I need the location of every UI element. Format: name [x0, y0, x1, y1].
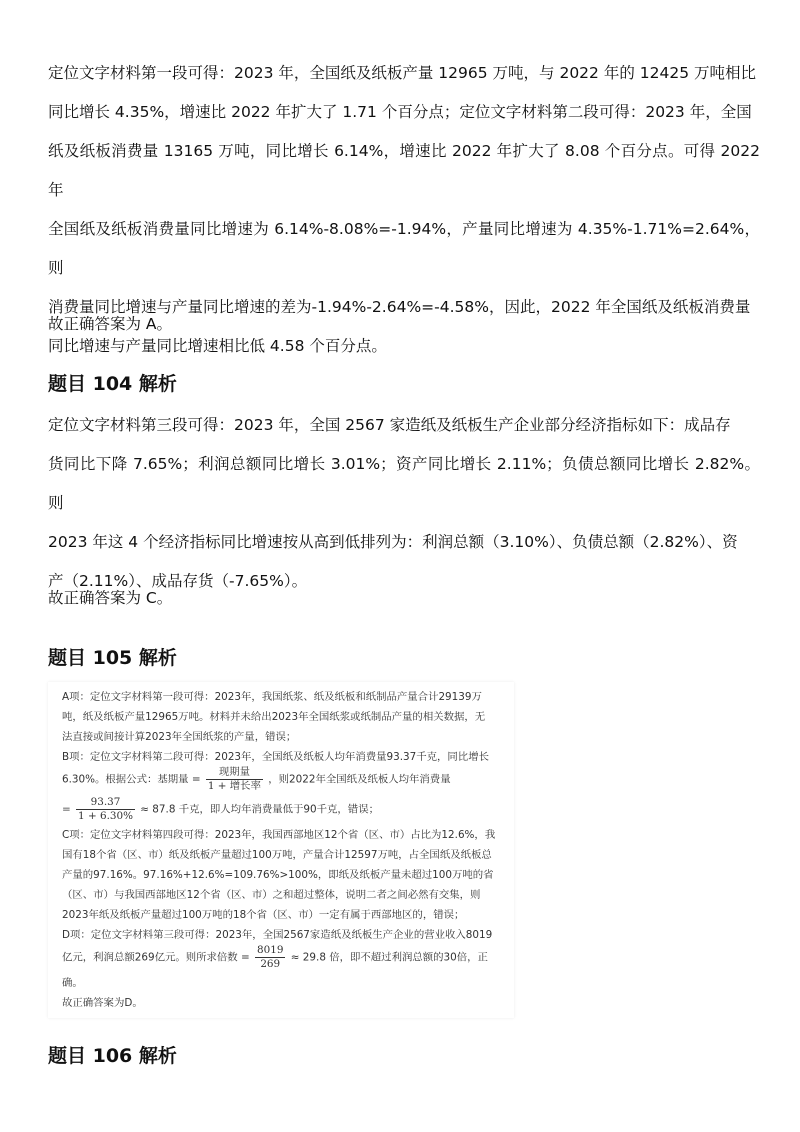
- ratio-suffix: ≈ 29.8 倍，即不超过利润总额的30倍，正: [290, 951, 488, 964]
- q104-line-3: 2023 年这 4 个经济指标同比增速按从高到低排列为：利润总额（3.10%）、负债总额（2.82%）、资: [48, 533, 738, 551]
- q104-heading: 题目 104 解析: [48, 373, 177, 395]
- q103-line-3: 纸及纸板消费量 13165 万吨，同比增长 6.14%，增速比 2022 年扩大了 8.08 个百分点。可得 2022 年: [48, 142, 760, 199]
- q103-answer: 故正确答案为 A。: [48, 315, 173, 333]
- calc-numerator: 93.37: [76, 796, 135, 810]
- ratio-prefix: 亿元，利润总额269亿元。则所求倍数 =: [62, 951, 250, 964]
- ratio-numerator: 8019: [257, 944, 284, 956]
- formula-prefix: 6.30%。根据公式：基期量 =: [62, 773, 201, 786]
- q103-line-4: 全国纸及纸板消费量同比增速为 6.14%-8.08%=-1.94%，产量同比增速为 4.35%-1.71%=2.64%，则: [48, 220, 760, 277]
- q105-option-c-line-1: C项：定位文字材料第四段可得：2023年，我国西部地区12个省（区、市）占比为12.6%，我: [62, 829, 496, 841]
- q105-option-a-line-3: 法直接或间接计算2023年全国纸浆的产量，错误；: [62, 731, 297, 743]
- q103-line-2: 同比增长 4.35%，增速比 2022 年扩大了 1.71 个百分点；定位文字材料第二段可得：2023 年，全国: [48, 103, 752, 121]
- q105-option-a-line-1: A项：定位文字材料第一段可得：2023年，我国纸浆、纸及纸板和纸制品产量合计29139万: [62, 691, 482, 703]
- equals-sign: =: [62, 803, 71, 816]
- q103-line-6: 同比增速与产量同比增速相比低 4.58 个百分点。: [48, 337, 387, 355]
- ratio-denominator: 269: [260, 958, 281, 970]
- calc-fraction: [76, 796, 135, 823]
- q105-option-c-line-4: （区、市）与我国西部地区12个省（区、市）之和超过整体，说明二者之间必然有交集，则: [62, 889, 481, 901]
- q104-line-4: 产（2.11%）、成品存货（-7.65%）。: [48, 572, 308, 590]
- q105-option-c-line-3: 产量的97.16%。97.16%+12.6%=109.76%>100%，即纸及纸板产量未超过100万吨的省: [62, 869, 494, 881]
- formula-numerator: 现期量: [206, 766, 263, 780]
- calc-result: ≈ 87.8 千克，即人均年消费量低于90千克，错误；: [140, 803, 379, 816]
- q105-option-a-line-2: 吨，纸及纸板产量12965万吨。材料并未给出2023年全国纸浆或纸制品产量的相关数据，无: [62, 711, 486, 723]
- ratio-fraction: [255, 944, 285, 971]
- q104-answer: 故正确答案为 C。: [48, 589, 173, 607]
- q105-answer: 故正确答案为D。: [62, 997, 143, 1009]
- q105-explanation-image: [48, 682, 514, 1018]
- q103-line-1: 定位文字材料第一段可得：2023 年，全国纸及纸板产量 12965 万吨，与 2022 年的 12425 万吨相比: [48, 64, 756, 82]
- q105-option-d-line-1: D项：定位文字材料第三段可得：2023年，全国2567家造纸及纸板生产企业的营业收入8019: [62, 929, 493, 941]
- q105-option-b-line-2: [62, 766, 451, 793]
- q105-option-b-line-1: B项：定位文字材料第二段可得：2023年，全国纸及纸板人均年消费量93.37千克，同比增长: [62, 751, 489, 763]
- base-period-formula: [206, 766, 263, 793]
- q103-line-5: 消费量同比增速与产量同比增速的差为-1.94%-2.64%=-4.58%，因此，2022 年全国纸及纸板消费量: [48, 298, 751, 316]
- q105-option-b-line-3: [62, 796, 379, 823]
- q105-heading: 题目 105 解析: [48, 647, 177, 669]
- calc-denominator: 1 + 6.30%: [78, 810, 133, 822]
- q105-option-c-line-2: 国有18个省（区、市）纸及纸板产量超过100万吨，产量合计12597万吨，占全国纸及纸板总: [62, 849, 492, 861]
- formula-suffix: ，则2022年全国纸及纸板人均年消费量: [268, 773, 451, 786]
- q105-option-d-line-2: [62, 944, 488, 971]
- q104-line-1: 定位文字材料第三段可得：2023 年，全国 2567 家造纸及纸板生产企业部分经济指标如下：成品存: [48, 416, 731, 434]
- q104-line-2: 货同比下降 7.65%；利润总额同比增长 3.01%；资产同比增长 2.11%；负债总额同比增长 2.82%。则: [48, 455, 760, 512]
- formula-denominator: 1 + 增长率: [207, 780, 261, 792]
- q105-option-d-line-3: 确。: [62, 977, 83, 989]
- q106-heading: 题目 106 解析: [48, 1045, 177, 1067]
- q104-explanation: [48, 406, 760, 601]
- q105-option-c-line-5: 2023年纸及纸板产量超过100万吨的18个省（区、市）一定有属于西部地区的，错误；: [62, 909, 465, 921]
